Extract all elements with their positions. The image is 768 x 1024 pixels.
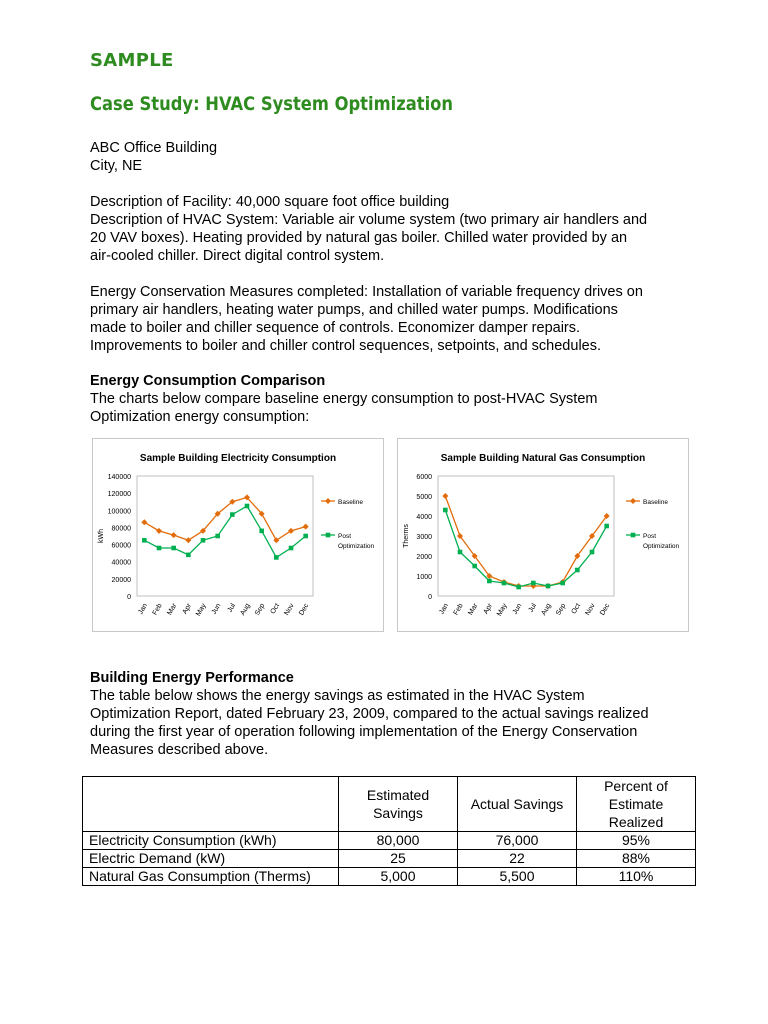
description-line: Description of Facility: 40,000 square foot office building [90,194,450,210]
row-estimated: 80,000 [339,832,458,850]
x-tick-label: May [195,602,208,618]
legend-marker [630,498,636,504]
data-point-post-optimization [245,504,250,509]
x-tick-label: Jan [438,602,451,616]
y-axis-label: kWh [98,529,105,543]
x-tick-label: Sep [555,602,568,617]
data-point-post-optimization [502,581,507,586]
data-point-post-optimization [157,546,162,551]
x-tick-label: May [496,602,509,618]
x-tick-label: Apr [181,602,194,616]
description-block [90,193,690,265]
data-point-post-optimization [186,553,191,558]
data-point-post-optimization [171,546,176,551]
row-estimated: 5,000 [339,868,458,886]
table-header-estimated: Estimated Savings [339,777,458,832]
comparison-line: The charts below compare baseline energy consumption to post-HVAC System [90,391,598,407]
y-tick-label: 6000 [416,474,432,481]
x-tick-label: Jun [210,602,223,616]
ecm-line: Improvements to boiler and chiller control sequences, setpoints, and schedules. [90,338,602,354]
page-title: Case Study: HVAC System Optimization [90,93,454,115]
y-tick-label: 3000 [416,534,432,541]
x-tick-label: Jul [226,602,238,614]
performance-line: Optimization Report, dated February 23, 2009, compared to the actual savings realized [90,706,649,722]
y-tick-label: 0 [127,594,131,601]
description-line: air-cooled chiller. Direct digital control system. [90,248,385,264]
table-header-actual: Actual Savings [458,777,577,832]
gas-chart [398,439,688,631]
performance-line: The table below shows the energy savings as estimated in the HVAC System [90,688,585,704]
legend-label: Optimization [643,543,680,550]
y-tick-label: 40000 [111,559,131,567]
y-tick-label: 120000 [107,491,131,499]
table-header-row [83,777,696,832]
x-tick-label: Aug [540,602,553,617]
data-point-post-optimization [201,538,206,543]
performance-heading: Building Energy Performance [90,670,294,686]
data-point-post-optimization [604,524,609,529]
y-tick-label: 20000 [111,576,131,584]
legend-label: Optimization [338,543,375,550]
comparison-heading: Energy Consumption Comparison [90,373,326,389]
chart-title: Sample Building Natural Gas Consumption [440,453,646,464]
description-line: Description of HVAC System: Variable air volume system (two primary air handlers and [90,212,648,228]
table-row [83,850,696,868]
x-tick-label: Oct [269,602,282,616]
y-tick-label: 60000 [111,542,131,550]
y-tick-label: 80000 [111,525,131,533]
y-tick-label: 140000 [107,474,131,481]
performance-line: during the first year of operation following implementation of the Energy Conservation [90,724,638,740]
legend-label: Post [338,533,352,540]
legend-label: Baseline [643,499,668,506]
row-actual: 76,000 [458,832,577,850]
data-point-post-optimization [590,550,595,555]
comparison-line: Optimization energy consumption: [90,409,310,425]
row-percent: 88% [577,850,696,868]
row-label: Electricity Consumption (kWh) [83,832,339,850]
description-line: 20 VAV boxes). Heating provided by natural gas boiler. Chilled water provided by an [90,230,628,246]
energy-performance-table [82,776,696,886]
row-percent: 95% [577,832,696,850]
data-point-post-optimization [531,581,536,586]
facility-location: City, NE [90,158,143,174]
y-tick-label: 2000 [416,554,432,561]
data-point-post-optimization [230,512,235,517]
data-point-post-optimization [472,564,477,569]
x-tick-label: Dec [599,602,612,617]
x-tick-label: Feb [151,602,164,617]
ecm-line: primary air handlers, heating water pumps, and chilled water pumps. Modifications [90,302,618,318]
plot-area [137,476,313,596]
data-point-post-optimization [259,529,264,534]
ecm-line: Energy Conservation Measures completed: Installation of variable frequency drives on [90,284,643,300]
data-point-post-optimization [575,568,580,573]
x-tick-label: Mar [166,602,179,617]
y-axis-label: Therms [403,524,410,548]
legend-marker [325,498,331,504]
x-tick-label: Oct [570,602,583,616]
row-actual: 22 [458,850,577,868]
x-tick-label: Feb [452,602,465,617]
data-point-post-optimization [274,555,279,560]
data-point-post-optimization [458,550,463,555]
row-label: Electric Demand (kW) [83,850,339,868]
plot-area [438,476,614,596]
x-tick-label: Aug [239,602,252,617]
data-point-post-optimization [142,538,147,543]
data-point-post-optimization [487,579,492,584]
x-tick-label: Nov [283,602,296,617]
legend-marker [326,533,331,538]
row-percent: 110% [577,868,696,886]
data-point-post-optimization [560,581,565,586]
table-header-blank [83,777,339,832]
performance-line: Measures described above. [90,742,269,758]
x-tick-label: Dec [298,602,311,617]
y-tick-label: 0 [428,594,432,601]
electricity-chart [93,439,383,631]
data-point-post-optimization [443,508,448,513]
row-label: Natural Gas Consumption (Therms) [83,868,339,886]
data-point-post-optimization [289,546,294,551]
table-row [83,868,696,886]
facility-name: ABC Office Building [90,140,218,156]
row-estimated: 25 [339,850,458,868]
ecm-block [90,283,690,355]
y-tick-label: 100000 [107,508,131,516]
x-tick-label: Mar [467,602,480,617]
data-point-post-optimization [516,585,521,590]
data-point-post-optimization [303,534,308,539]
y-tick-label: 5000 [416,494,432,501]
row-actual: 5,500 [458,868,577,886]
legend-marker [631,533,636,538]
legend-label: Baseline [338,499,363,506]
electricity-chart-frame [92,438,384,632]
table-header-percent: Percent of Estimate Realized [577,777,696,832]
performance-block [90,669,690,759]
y-tick-label: 4000 [416,514,432,521]
x-tick-label: Jul [527,602,539,614]
x-tick-label: Nov [584,602,597,617]
data-point-post-optimization [546,584,551,589]
x-tick-label: Jan [137,602,150,616]
gas-chart-frame [397,438,689,632]
ecm-line: made to boiler and chiller sequence of controls. Economizer damper repairs. [90,320,581,336]
chart-title: Sample Building Electricity Consumption [139,453,337,464]
x-tick-label: Jun [511,602,524,616]
sample-label: SAMPLE [90,50,174,71]
facility-block [90,139,690,175]
data-point-post-optimization [215,534,220,539]
x-tick-label: Apr [482,602,495,616]
y-tick-label: 1000 [416,574,432,581]
legend-label: Post [643,533,657,540]
table-row [83,832,696,850]
x-tick-label: Sep [254,602,267,617]
comparison-block [90,372,690,426]
